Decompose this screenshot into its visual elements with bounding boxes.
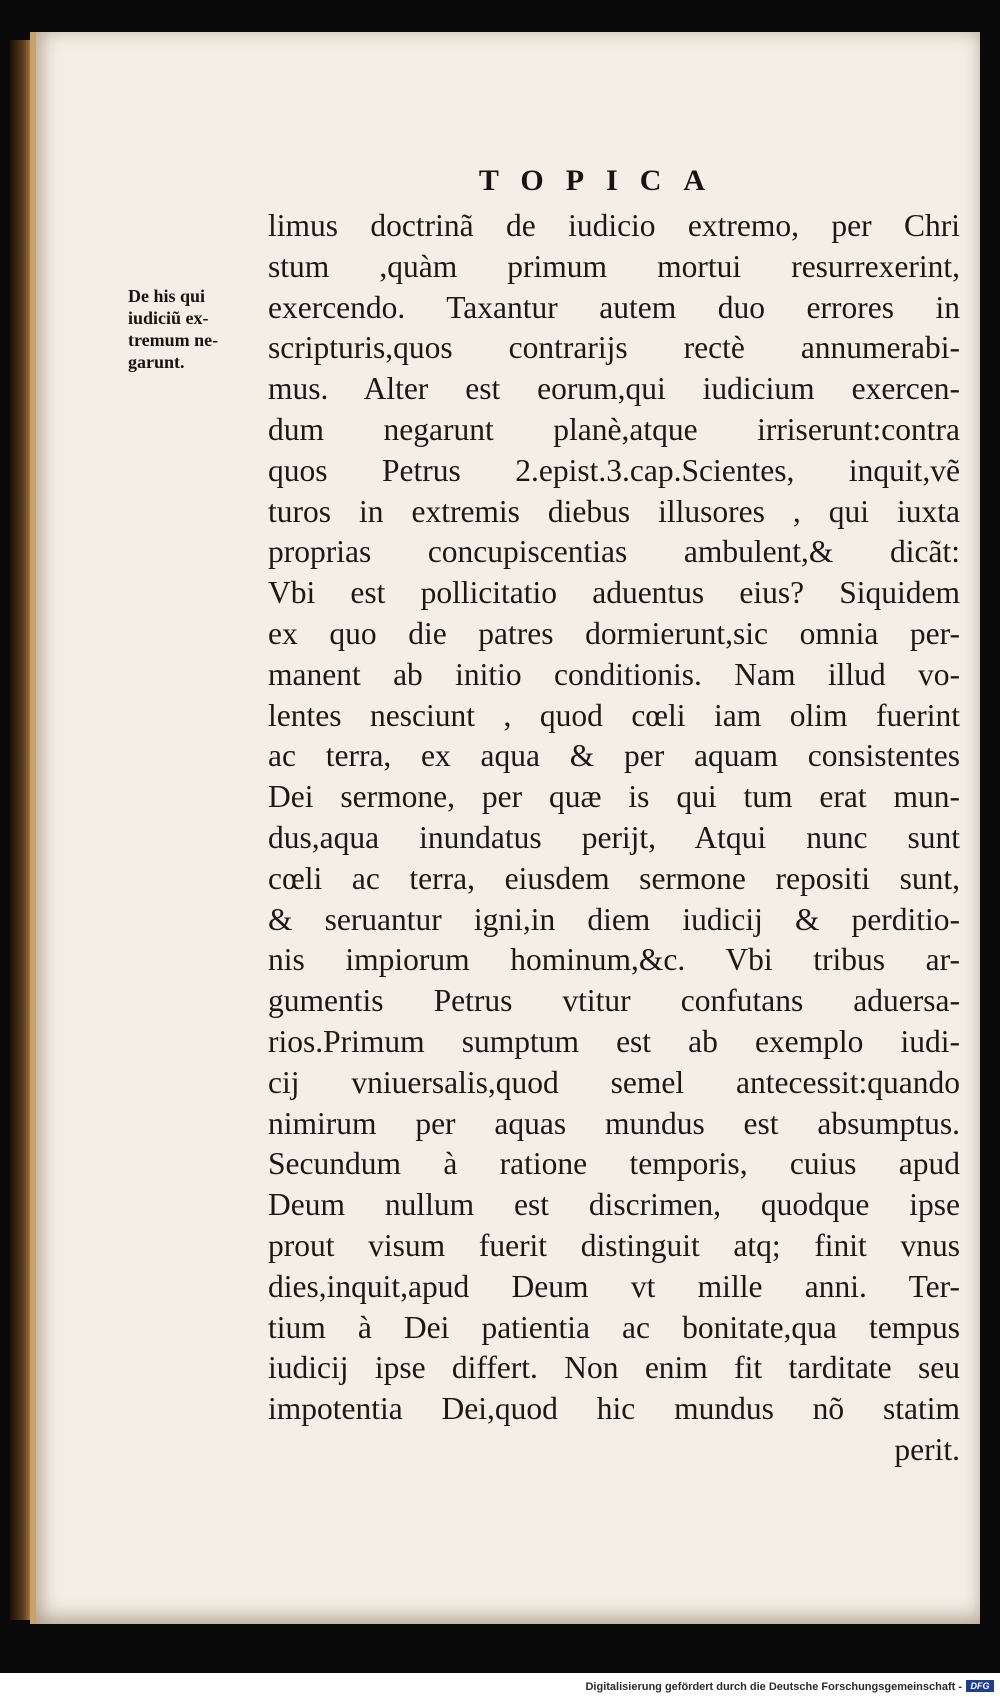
text-line: Dei sermone, per quæ is qui tum erat mun- xyxy=(268,779,960,815)
margin-note-line: garunt. xyxy=(128,352,185,372)
text-line: prout visum fuerit distinguit atq; finit vnus xyxy=(268,1227,960,1263)
text-line: gumentis Petrus vtitur confutans aduersa- xyxy=(268,983,960,1019)
margin-note-line: tremum ne- xyxy=(128,330,219,350)
text-line: ex quo die patres dormierunt,sic omnia per- xyxy=(268,615,960,651)
text-line: cij vniuersalis,quod semel antecessit:quando xyxy=(268,1064,960,1100)
text-line: nimirum per aquas mundus est absumptus. xyxy=(268,1105,960,1141)
text-line: Deum nullum est discrimen, quodque ipse xyxy=(268,1187,960,1223)
text-line: quos Petrus 2.epist.3.cap.Scientes, inquit,vẽ xyxy=(268,452,960,488)
running-head: TOPICA xyxy=(478,164,728,197)
text-line: Secundum à ratione temporis, cuius apud xyxy=(268,1146,960,1182)
text-line: ac terra, ex aqua & per aquam consistentes xyxy=(268,738,960,774)
text-line: lentes nesciunt , quod cœli iam olim fuerint xyxy=(268,697,960,733)
body-text xyxy=(268,206,960,1471)
footer-bar xyxy=(0,1673,1000,1697)
text-line: turos in extremis diebus illusores , qui iuxta xyxy=(268,493,960,529)
text-line: mus. Alter est eorum,qui iudicium exercen- xyxy=(268,371,960,407)
text-line: iudicij ipse differt. Non enim fit tarditate seu xyxy=(268,1350,960,1386)
text-line: manent ab initio conditionis. Nam illud vo- xyxy=(268,656,960,692)
margin-note-line: iudiciũ ex- xyxy=(128,308,209,328)
text-line: Vbi est pollicitatio aduentus eius? Siquidem xyxy=(268,575,960,611)
text-line: impotentia Dei,quod hic mundus nõ statim xyxy=(268,1391,960,1427)
text-line: dum negarunt planè,atque irriserunt:contra xyxy=(268,411,960,447)
text-line: scripturis,quos contrarijs rectè annumerabi- xyxy=(268,330,960,366)
text-line: dus,aqua inundatus perijt, Atqui nunc sunt xyxy=(268,819,960,855)
catchword: perit. xyxy=(894,1431,960,1467)
text-line: proprias concupiscentias ambulent,& dicãt: xyxy=(268,534,960,570)
book-page xyxy=(30,32,980,1624)
book-binding-edge xyxy=(10,40,32,1620)
text-line: exercendo. Taxantur autem duo errores in xyxy=(268,289,960,325)
digitization-credit: Digitalisierung gefördert durch die Deutsche Forschungsgemeinschaft - xyxy=(585,1681,962,1693)
margin-note xyxy=(128,285,268,373)
text-line: nis impiorum hominum,&c. Vbi tribus ar- xyxy=(268,942,960,978)
text-line: cœli ac terra, eiusdem sermone repositi sunt, xyxy=(268,860,960,896)
text-line: & seruantur igni,in diem iudicij & perditio- xyxy=(268,901,960,937)
text-line: rios.Primum sumptum est ab exemplo iudi- xyxy=(268,1023,960,1059)
text-line: stum ,quàm primum mortui resurrexerint, xyxy=(268,248,960,284)
margin-note-line: De his qui xyxy=(128,286,206,306)
text-line: tium à Dei patientia ac bonitate,qua tempus xyxy=(268,1309,960,1345)
text-line: dies,inquit,apud Deum vt mille anni. Ter- xyxy=(268,1268,960,1304)
text-line: limus doctrinã de iudicio extremo, per Chri xyxy=(268,208,960,243)
dfg-logo: DFG xyxy=(966,1680,994,1692)
